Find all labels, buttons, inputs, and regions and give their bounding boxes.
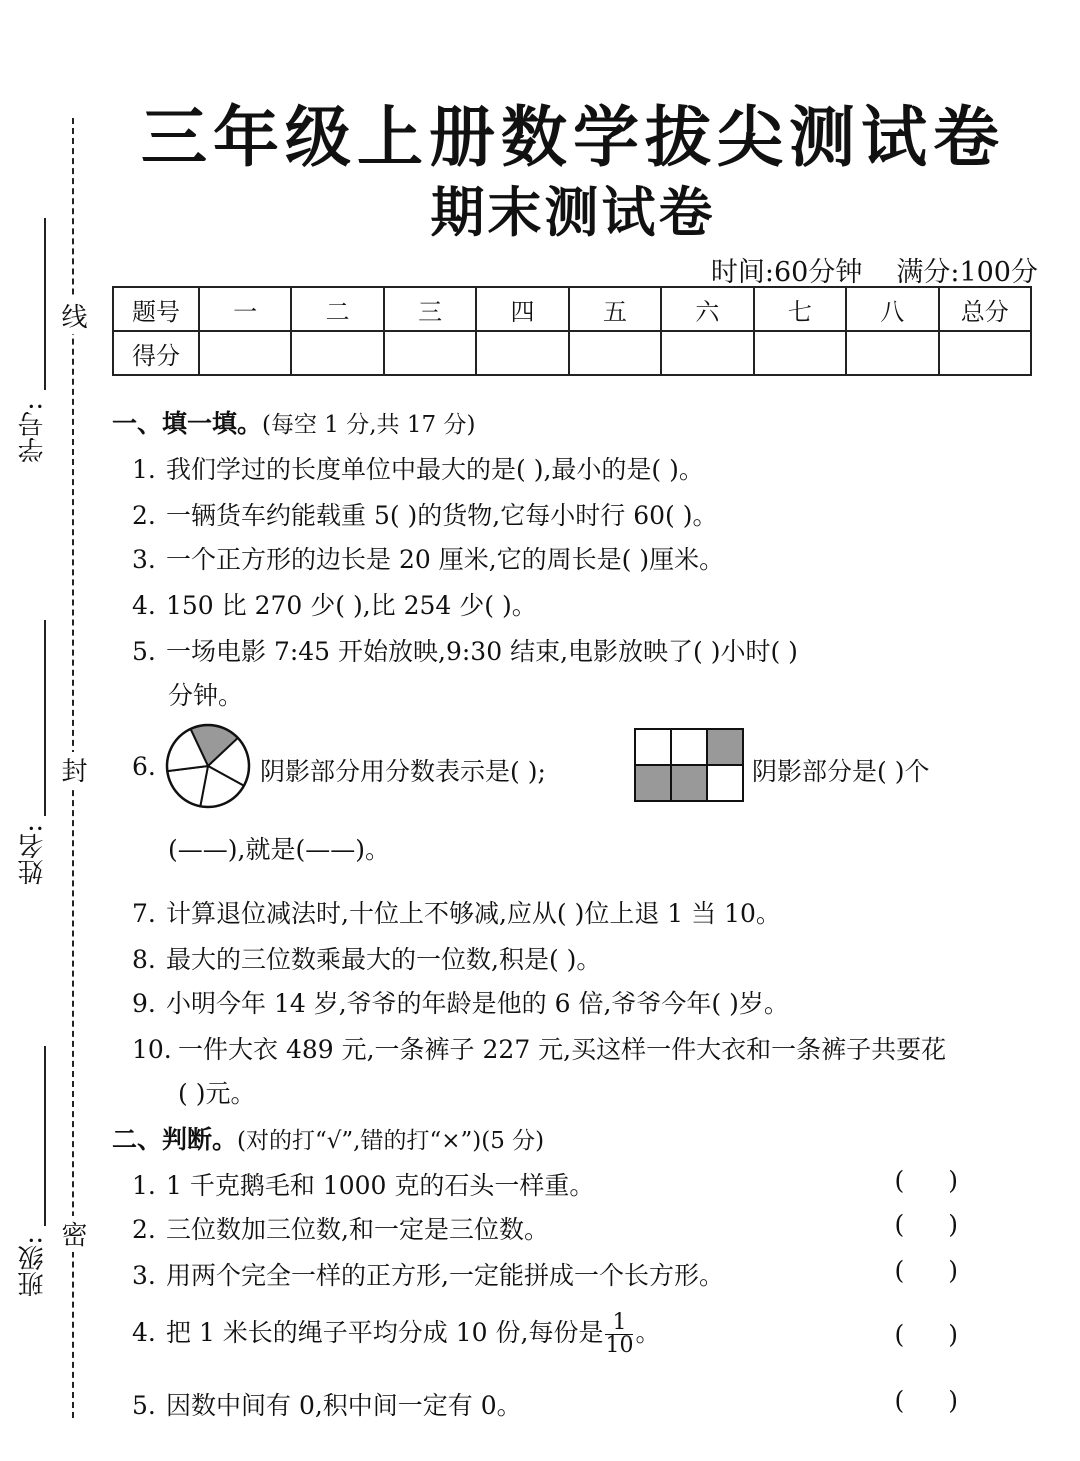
- judge-question-1: [132, 1166, 594, 1202]
- answer-paren-3[interactable]: (): [894, 1256, 1002, 1285]
- fill-question-6-cont[interactable]: [168, 830, 390, 866]
- question-text: ( )元。: [178, 1079, 256, 1108]
- section2-title: 二、判断。: [112, 1125, 238, 1154]
- fraction-denominator: 10: [605, 1333, 634, 1358]
- fill-question-7[interactable]: [132, 894, 781, 930]
- judge-question-4: [132, 1312, 660, 1357]
- name-blank[interactable]: [44, 620, 46, 816]
- question-text: 用两个完全一样的正方形,一定能拼成一个长方形。: [166, 1261, 724, 1290]
- question-text: (——),就是(——)。: [168, 835, 390, 864]
- grid-cell-shaded: [707, 729, 743, 765]
- name-label: 姓名:: [18, 824, 48, 885]
- row-header-label: 题号: [113, 287, 199, 331]
- fill-question-3[interactable]: [132, 540, 724, 576]
- fill-question-6-part-a[interactable]: [260, 752, 546, 788]
- full-score: 满分:100分: [896, 257, 1038, 288]
- fill-question-6-part-b[interactable]: [752, 752, 929, 788]
- col-header: 四: [476, 287, 568, 331]
- section1-heading: [112, 404, 475, 440]
- score-cell[interactable]: [846, 331, 938, 375]
- question-text: 计算退位减法时,十位上不够减,应从( )位上退 1 当 10。: [166, 899, 781, 928]
- question-number: 1.: [132, 455, 156, 484]
- grid-cell-shaded: [635, 765, 671, 801]
- class-blank[interactable]: [44, 1046, 46, 1226]
- col-header: 五: [569, 287, 661, 331]
- col-header: 二: [291, 287, 383, 331]
- question-text: 1 千克鹅毛和 1000 克的石头一样重。: [166, 1171, 595, 1200]
- question-number: 7.: [132, 899, 156, 928]
- fill-question-2[interactable]: [132, 496, 717, 532]
- score-table-header-row: [113, 287, 1031, 331]
- page-subtitle: 期末测试卷: [430, 181, 716, 244]
- page-title: 三年级上册数学拔尖测试卷: [141, 99, 1005, 176]
- question-text: 最大的三位数乘最大的一位数,积是( )。: [166, 945, 602, 974]
- question-text: 三位数加三位数,和一定是三位数。: [166, 1215, 549, 1244]
- class-label: 班级:: [18, 1236, 48, 1297]
- question-text: 150 比 270 少( ),比 254 少( )。: [166, 591, 537, 620]
- question-text: 一辆货车约能载重 5( )的货物,它每小时行 60( )。: [166, 501, 718, 530]
- fill-question-1[interactable]: [132, 450, 704, 486]
- score-table: [112, 286, 1032, 376]
- col-header: 七: [754, 287, 846, 331]
- student-id-label: 学号:: [18, 402, 48, 463]
- question-text: 把 1 米长的绳子平均分成 10 份,每份是: [166, 1318, 604, 1347]
- time-limit: 时间:60分钟: [710, 257, 863, 288]
- exam-info: [711, 250, 1038, 289]
- col-header: 六: [661, 287, 753, 331]
- col-header: 三: [384, 287, 476, 331]
- answer-paren-2[interactable]: (): [894, 1210, 1002, 1239]
- score-cell[interactable]: [476, 331, 568, 375]
- col-header: 总分: [939, 287, 1032, 331]
- col-header: 八: [846, 287, 938, 331]
- col-header: 一: [199, 287, 291, 331]
- fill-question-8[interactable]: [132, 940, 601, 976]
- question-number: 8.: [132, 945, 156, 974]
- score-cell[interactable]: [939, 331, 1032, 375]
- question-tail: 。: [635, 1318, 661, 1347]
- question-number: 6.: [132, 752, 156, 781]
- pie-figure: [164, 722, 252, 810]
- question-text: 因数中间有 0,积中间一定有 0。: [166, 1391, 522, 1420]
- fill-question-5[interactable]: [132, 632, 798, 668]
- fill-question-6-number: [132, 752, 166, 781]
- answer-paren-1[interactable]: (): [894, 1166, 1002, 1195]
- question-text: 我们学过的长度单位中最大的是( ),最小的是( )。: [166, 455, 704, 484]
- section1-title: 一、填一填。: [112, 409, 263, 438]
- grid-cell: [707, 765, 743, 801]
- question-number: 1.: [132, 1171, 156, 1200]
- question-number: 2.: [132, 1215, 156, 1244]
- fraction-numerator: 1: [605, 1312, 633, 1335]
- grid-cell: [671, 729, 707, 765]
- question-number: 4.: [132, 591, 156, 620]
- judge-question-3: [132, 1256, 724, 1292]
- question-number: 9.: [132, 989, 156, 1018]
- fill-question-4[interactable]: [132, 586, 537, 622]
- question-text: 小明今年 14 岁,爷爷的年龄是他的 6 倍,爷爷今年( )岁。: [166, 989, 789, 1018]
- question-number: 5.: [132, 1391, 156, 1420]
- question-number: 4.: [132, 1318, 156, 1347]
- section2-note: (对的打“√”,错的打“×”)(5 分): [237, 1128, 545, 1154]
- judge-question-2: [132, 1210, 549, 1246]
- question-text: 阴影部分用分数表示是( );: [260, 757, 546, 786]
- row-score-label: 得分: [113, 331, 199, 375]
- question-text: 一场电影 7:45 开始放映,9:30 结束,电影放映了( )小时( ): [166, 637, 798, 666]
- question-number: 2.: [132, 501, 156, 530]
- section1-note: (每空 1 分,共 17 分): [262, 412, 476, 438]
- score-cell[interactable]: [661, 331, 753, 375]
- judge-question-5: [132, 1386, 522, 1422]
- score-table-score-row: [113, 331, 1031, 375]
- score-cell[interactable]: [384, 331, 476, 375]
- grid-cell: [635, 729, 671, 765]
- question-number: 3.: [132, 545, 156, 574]
- score-cell[interactable]: [754, 331, 846, 375]
- fold-word-line: 线: [56, 298, 90, 334]
- question-text: 一个正方形的边长是 20 厘米,它的周长是( )厘米。: [166, 545, 725, 574]
- answer-paren-4[interactable]: (): [894, 1320, 1002, 1349]
- question-number: 10.: [132, 1035, 172, 1064]
- grid-cell-shaded: [671, 765, 707, 801]
- fold-word-secret: 密: [56, 1216, 90, 1252]
- answer-paren-5[interactable]: (): [894, 1386, 1002, 1415]
- question-text: 分钟。: [168, 681, 244, 710]
- fold-word-seal: 封: [56, 752, 90, 788]
- question-number: 5.: [132, 637, 156, 666]
- fraction-one-tenth: [605, 1312, 633, 1357]
- fill-question-10-cont[interactable]: [178, 1074, 255, 1110]
- fill-question-5-cont: [168, 676, 243, 712]
- student-id-blank[interactable]: [44, 218, 46, 390]
- question-number: 3.: [132, 1261, 156, 1290]
- question-text: 阴影部分是( )个: [752, 757, 930, 786]
- section2-heading: [112, 1120, 544, 1156]
- score-cell[interactable]: [569, 331, 661, 375]
- question-text: 一件大衣 489 元,一条裤子 227 元,买这样一件大衣和一条裤子共要花: [178, 1035, 947, 1064]
- fill-question-10: [132, 1030, 946, 1066]
- grid-figure: [634, 728, 744, 804]
- score-cell[interactable]: [199, 331, 291, 375]
- score-cell[interactable]: [291, 331, 383, 375]
- fill-question-9[interactable]: [132, 984, 789, 1020]
